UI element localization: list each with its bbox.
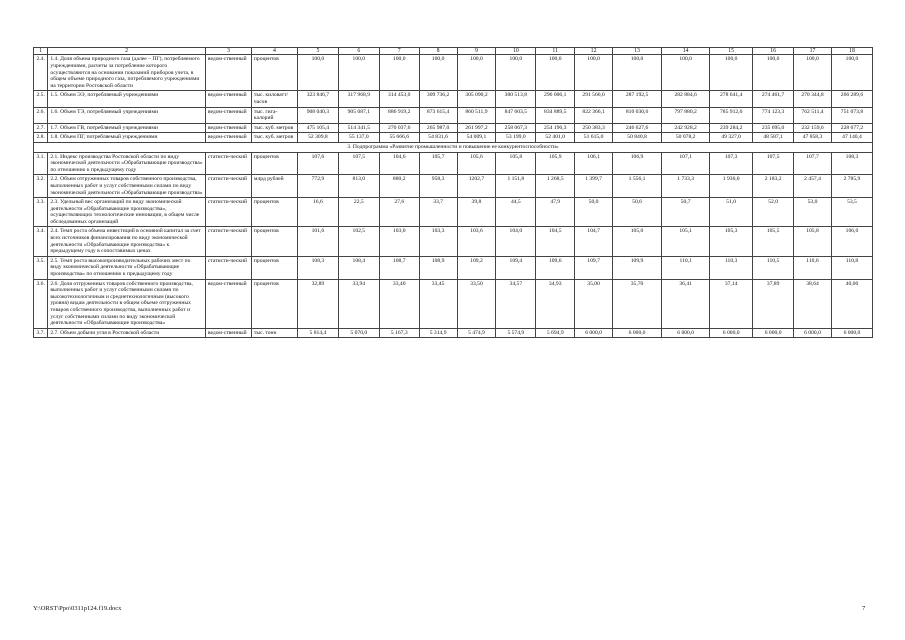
column-number: 13 — [613, 48, 662, 55]
value-cell: 47 858,3 — [794, 133, 832, 143]
value-cell: 6 000,0 — [662, 328, 710, 338]
data-source: ведом-ственный — [205, 107, 251, 123]
row-number: 2.5. — [34, 91, 48, 107]
indicator-name: 1.4. Доля объема природного газа (далее – ПГ), потребляемого учреждениями, расчеты за потребление которого осуществляются на основании показаний приборов учета, в общем объеме природного газа, потребляемого учреждениями на территории Ростовской области — [48, 55, 206, 91]
unit-of-measure: процентов — [251, 152, 297, 175]
value-cell: 105,6 — [457, 152, 496, 175]
indicator-name: 1.8. Объем ПГ, потребляемый учреждениями — [48, 133, 206, 143]
value-cell: 107,3 — [710, 152, 753, 175]
value-cell: 109,7 — [575, 256, 613, 279]
value-cell: 107,5 — [753, 152, 794, 175]
value-cell: 50,6 — [613, 198, 662, 227]
value-cell: 52 309,8 — [297, 133, 338, 143]
value-cell: 880,2 — [379, 175, 419, 198]
value-cell: 34,57 — [496, 279, 536, 328]
value-cell: 1 556,1 — [613, 175, 662, 198]
value-cell: 5 814,4 — [297, 328, 338, 338]
table-row — [34, 55, 873, 91]
value-cell: 100,0 — [419, 55, 457, 91]
column-number: 8 — [419, 48, 457, 55]
value-cell: 47,9 — [536, 198, 575, 227]
value-cell: 33,7 — [419, 198, 457, 227]
value-cell: 100,0 — [613, 55, 662, 91]
value-cell: 100,0 — [753, 55, 794, 91]
column-number: 9 — [457, 48, 496, 55]
table-row — [34, 133, 873, 143]
value-cell: 762 511,4 — [794, 107, 832, 123]
value-cell: 860 511,9 — [457, 107, 496, 123]
indicator-name: 2.3. Удельный вес организаций по виду экономической деятельности «Обрабатывающие производства», осуществляющих технологические инновации, в общем числе обследованных организаций — [48, 198, 206, 227]
value-cell: 101,6 — [297, 227, 338, 256]
unit-of-measure: процентов — [251, 55, 297, 91]
value-cell: 246 627,6 — [613, 123, 662, 133]
unit-of-measure: процентов — [251, 198, 297, 227]
value-cell: 106,0 — [831, 227, 872, 256]
table-row — [34, 91, 873, 107]
indicator-name: 2.5. Темп роста высокопроизводительных рабочих мест по виду экономической деятельности «Обрабатывающие производства» по отношению к предыдущему году — [48, 256, 206, 279]
value-cell: 51,0 — [710, 198, 753, 227]
value-cell: 274 461,7 — [753, 91, 794, 107]
row-number: 3.7. — [34, 328, 48, 338]
value-cell: 305 090,2 — [457, 91, 496, 107]
value-cell: 53,5 — [831, 198, 872, 227]
indicator-name: 2.1. Индекс производства Ростовской области по виду экономической деятельности «Обрабатывающие производства» по отношению к предыдущему году — [48, 152, 206, 175]
value-cell: 50,7 — [662, 198, 710, 227]
value-cell: 1 936,0 — [710, 175, 753, 198]
value-cell: 108,3 — [831, 152, 872, 175]
column-number: 10 — [496, 48, 536, 55]
unit-of-measure: тыс. куб. метров — [251, 123, 297, 133]
row-number: 2.6. — [34, 107, 48, 123]
section-title: 3. Подпрограмма «Развитие промышленности и повышение ее конкурентоспособности» — [34, 142, 873, 152]
value-cell: 847 603,5 — [496, 107, 536, 123]
footer-file-path: Y:\ORST\Ppo\0311p124.f19.docx — [33, 605, 122, 612]
unit-of-measure: тыс. тонн — [251, 328, 297, 338]
value-cell: 105,8 — [496, 152, 536, 175]
value-cell: 266 289,6 — [831, 91, 872, 107]
value-cell: 261 997,2 — [457, 123, 496, 133]
value-cell: 52,0 — [753, 198, 794, 227]
unit-of-measure: процентов — [251, 227, 297, 256]
row-number: 2.8. — [34, 133, 48, 143]
table-row — [34, 123, 873, 133]
value-cell: 47 140,4 — [831, 133, 872, 143]
value-cell: 100,0 — [496, 55, 536, 91]
column-number: 7 — [379, 48, 419, 55]
column-number: 12 — [575, 48, 613, 55]
data-source: ведом-ственный — [205, 123, 251, 133]
value-cell: 6 000,0 — [710, 328, 753, 338]
value-cell: 235 695,0 — [753, 123, 794, 133]
indicator-table-page — [33, 47, 873, 338]
value-cell: 105,0 — [613, 227, 662, 256]
value-cell: 278 641,4 — [710, 91, 753, 107]
column-number-row — [34, 48, 873, 55]
value-cell: 813,0 — [338, 175, 379, 198]
row-number: 3.3. — [34, 198, 48, 227]
value-cell: 1 151,8 — [496, 175, 536, 198]
value-cell: 104,0 — [496, 227, 536, 256]
value-cell: 33,45 — [419, 279, 457, 328]
value-cell: 6 000,0 — [831, 328, 872, 338]
value-cell: 110,1 — [662, 256, 710, 279]
table-row — [34, 256, 873, 279]
value-cell: 958,3 — [419, 175, 457, 198]
value-cell: 270 344,8 — [794, 91, 832, 107]
value-cell: 100,0 — [457, 55, 496, 91]
value-cell: 16,6 — [297, 198, 338, 227]
table-body — [34, 48, 873, 338]
indicator-name: 2.2. Объем отгруженных товаров собственного производства, выполненных работ и услуг собственными силами по виду экономической деятельности «Обрабатывающие производства» — [48, 175, 206, 198]
unit-of-measure: млрд рублей — [251, 175, 297, 198]
unit-of-measure: процентов — [251, 256, 297, 279]
value-cell: 282 884,6 — [662, 91, 710, 107]
value-cell: 105,1 — [662, 227, 710, 256]
data-source: статисти-ческий — [205, 256, 251, 279]
value-cell: 250 383,3 — [575, 123, 613, 133]
value-cell: 5 474,9 — [457, 328, 496, 338]
value-cell: 103,3 — [419, 227, 457, 256]
indicators-table — [33, 47, 873, 338]
data-source: статисти-ческий — [205, 175, 251, 198]
value-cell: 5 070,0 — [338, 328, 379, 338]
value-cell: 834 889,5 — [536, 107, 575, 123]
value-cell: 106,9 — [613, 152, 662, 175]
value-cell: 33,40 — [379, 279, 419, 328]
table-row — [34, 107, 873, 123]
indicator-name: 1.6. Объем ТЭ, потребляемый учреждениями — [48, 107, 206, 123]
value-cell: 109,4 — [496, 256, 536, 279]
value-cell: 39,8 — [457, 198, 496, 227]
value-cell: 104,6 — [379, 152, 419, 175]
data-source: ведом-ственный — [205, 55, 251, 91]
column-number: 3 — [205, 48, 251, 55]
value-cell: 100,0 — [338, 55, 379, 91]
table-row — [34, 279, 873, 328]
value-cell: 100,0 — [794, 55, 832, 91]
table-row — [34, 175, 873, 198]
value-cell: 27,6 — [379, 198, 419, 227]
value-cell: 103,6 — [457, 227, 496, 256]
value-cell: 6 000,0 — [753, 328, 794, 338]
value-cell: 239 284,2 — [710, 123, 753, 133]
column-number: 14 — [662, 48, 710, 55]
value-cell: 287 192,5 — [613, 91, 662, 107]
row-number: 3.2. — [34, 175, 48, 198]
value-cell: 35,70 — [613, 279, 662, 328]
value-cell: 109,6 — [536, 256, 575, 279]
value-cell: 751 073,8 — [831, 107, 872, 123]
value-cell: 309 736,2 — [419, 91, 457, 107]
value-cell: 2 785,9 — [831, 175, 872, 198]
page-number: 7 — [862, 605, 866, 612]
value-cell: 323 846,7 — [297, 91, 338, 107]
column-number: 17 — [794, 48, 832, 55]
value-cell: 5 314,9 — [419, 328, 457, 338]
value-cell: 873 615,4 — [419, 107, 457, 123]
column-number: 4 — [251, 48, 297, 55]
value-cell: 774 123,3 — [753, 107, 794, 123]
value-cell: 110,3 — [710, 256, 753, 279]
value-cell: 5 574,9 — [496, 328, 536, 338]
row-number: 2.7. — [34, 123, 48, 133]
value-cell: 100,0 — [575, 55, 613, 91]
value-cell: 44,5 — [496, 198, 536, 227]
value-cell: 1 399,7 — [575, 175, 613, 198]
value-cell: 50,0 — [575, 198, 613, 227]
section-row — [34, 142, 873, 152]
value-cell: 105,7 — [419, 152, 457, 175]
value-cell: 102,5 — [338, 227, 379, 256]
value-cell: 265 987,0 — [419, 123, 457, 133]
table-row — [34, 198, 873, 227]
indicator-name: 1.5. Объем ЭЭ, потребляемый учреждениями — [48, 91, 206, 107]
value-cell: 107,7 — [794, 152, 832, 175]
value-cell: 107,5 — [338, 152, 379, 175]
value-cell: 822 366,1 — [575, 107, 613, 123]
data-source: ведом-ственный — [205, 328, 251, 338]
value-cell: 810 030,6 — [613, 107, 662, 123]
column-number: 16 — [753, 48, 794, 55]
column-number: 5 — [297, 48, 338, 55]
value-cell: 110,6 — [794, 256, 832, 279]
value-cell: 270 037,6 — [379, 123, 419, 133]
value-cell: 49 327,0 — [710, 133, 753, 143]
value-cell: 105,8 — [794, 227, 832, 256]
value-cell: 254 196,3 — [536, 123, 575, 133]
value-cell: 1 733,3 — [662, 175, 710, 198]
row-number: 2.4. — [34, 55, 48, 91]
value-cell: 55 666,6 — [379, 133, 419, 143]
value-cell: 475 105,4 — [297, 123, 338, 133]
value-cell: 1 268,5 — [536, 175, 575, 198]
value-cell: 5 694,9 — [536, 328, 575, 338]
column-number: 6 — [338, 48, 379, 55]
value-cell: 258 067,3 — [496, 123, 536, 133]
value-cell: 107,1 — [662, 152, 710, 175]
value-cell: 52 401,0 — [536, 133, 575, 143]
value-cell: 100,0 — [710, 55, 753, 91]
value-cell: 514 341,5 — [338, 123, 379, 133]
value-cell: 53 199,0 — [496, 133, 536, 143]
value-cell: 797 880,2 — [662, 107, 710, 123]
table-row — [34, 152, 873, 175]
value-cell: 37,14 — [710, 279, 753, 328]
value-cell: 50 840,8 — [613, 133, 662, 143]
value-cell: 2 457,4 — [794, 175, 832, 198]
value-cell: 36,41 — [662, 279, 710, 328]
value-cell: 104,7 — [575, 227, 613, 256]
value-cell: 108,4 — [338, 256, 379, 279]
indicator-name: 2.4. Темп роста объема инвестиций в основной капитал за счет всех источников финансирования по виду экономической деятельности «Обрабатывающие производства» к предыдущему году в сопоставимых ценах — [48, 227, 206, 256]
value-cell: 232 159,6 — [794, 123, 832, 133]
data-source: ведом-ственный — [205, 133, 251, 143]
value-cell: 109,2 — [457, 256, 496, 279]
unit-of-measure: тыс. куб. метров — [251, 133, 297, 143]
table-row — [34, 227, 873, 256]
table-row — [34, 328, 873, 338]
unit-of-measure: тыс. гига-калорий — [251, 107, 297, 123]
value-cell: 100,0 — [379, 55, 419, 91]
indicator-name: 2.6. Доля отгруженных товаров собственного производства, выполненных работ и услуг собственными силами по высокотехнологичным и среднетехнологичным (высокого уровня) видам деятельности в общем объеме отгруженных товаров собственного производства, выполненных работ и услуг собственными силами по виду экономической деятельности «Обрабатывающие производства» — [48, 279, 206, 328]
value-cell: 6 000,0 — [794, 328, 832, 338]
column-number: 18 — [831, 48, 872, 55]
value-cell: 105,9 — [536, 152, 575, 175]
value-cell: 38,64 — [794, 279, 832, 328]
value-cell: 100,0 — [536, 55, 575, 91]
row-number: 3.1. — [34, 152, 48, 175]
indicator-name: 1.7. Объем ГВ, потребляемый учреждениями — [48, 123, 206, 133]
data-source: ведом-ственный — [205, 91, 251, 107]
value-cell: 33,50 — [457, 279, 496, 328]
value-cell: 109,9 — [613, 256, 662, 279]
value-cell: 100,0 — [297, 55, 338, 91]
value-cell: 103,0 — [379, 227, 419, 256]
value-cell: 6 000,0 — [575, 328, 613, 338]
value-cell: 296 006,1 — [536, 91, 575, 107]
data-source: статисти-ческий — [205, 198, 251, 227]
unit-of-measure: процентов — [251, 279, 297, 328]
value-cell: 785 912,0 — [710, 107, 753, 123]
value-cell: 100,0 — [662, 55, 710, 91]
row-number: 3.5. — [34, 256, 48, 279]
value-cell: 105,3 — [710, 227, 753, 256]
value-cell: 1202,7 — [457, 175, 496, 198]
column-number: 2 — [48, 48, 206, 55]
value-cell: 242 928,2 — [662, 123, 710, 133]
value-cell: 2 183,2 — [753, 175, 794, 198]
value-cell: 108,3 — [297, 256, 338, 279]
row-number: 3.4. — [34, 227, 48, 256]
value-cell: 886 919,2 — [379, 107, 419, 123]
value-cell: 51 615,0 — [575, 133, 613, 143]
value-cell: 107,6 — [297, 152, 338, 175]
value-cell: 908 040,3 — [297, 107, 338, 123]
data-source: статисти-ческий — [205, 152, 251, 175]
value-cell: 300 513,8 — [496, 91, 536, 107]
value-cell: 905 087,1 — [338, 107, 379, 123]
indicator-name: 2.7. Объем добычи угля в Ростовской области — [48, 328, 206, 338]
value-cell: 317 968,9 — [338, 91, 379, 107]
value-cell: 35,00 — [575, 279, 613, 328]
value-cell: 54 831,6 — [419, 133, 457, 143]
value-cell: 772,9 — [297, 175, 338, 198]
value-cell: 54 009,1 — [457, 133, 496, 143]
value-cell: 104,5 — [536, 227, 575, 256]
value-cell: 100,0 — [831, 55, 872, 91]
column-number: 11 — [536, 48, 575, 55]
value-cell: 291 566,0 — [575, 91, 613, 107]
value-cell: 108,7 — [379, 256, 419, 279]
value-cell: 50 078,2 — [662, 133, 710, 143]
data-source: статисти-ческий — [205, 227, 251, 256]
value-cell: 37,89 — [753, 279, 794, 328]
value-cell: 110,8 — [831, 256, 872, 279]
value-cell: 22,5 — [338, 198, 379, 227]
value-cell: 108,9 — [419, 256, 457, 279]
value-cell: 34,93 — [536, 279, 575, 328]
value-cell: 105,5 — [753, 227, 794, 256]
unit-of-measure: тыс. киловатт/ часов — [251, 91, 297, 107]
value-cell: 33,94 — [338, 279, 379, 328]
value-cell: 6 000,0 — [613, 328, 662, 338]
column-number: 1 — [34, 48, 48, 55]
value-cell: 53,0 — [794, 198, 832, 227]
column-number: 15 — [710, 48, 753, 55]
value-cell: 314 453,0 — [379, 91, 419, 107]
value-cell: 55 137,0 — [338, 133, 379, 143]
value-cell: 40,00 — [831, 279, 872, 328]
value-cell: 5 167,3 — [379, 328, 419, 338]
row-number: 3.6. — [34, 279, 48, 328]
value-cell: 110,5 — [753, 256, 794, 279]
value-cell: 106,1 — [575, 152, 613, 175]
value-cell: 32,89 — [297, 279, 338, 328]
value-cell: 48 587,1 — [753, 133, 794, 143]
data-source: ведом-ственный — [205, 279, 251, 328]
value-cell: 228 677,2 — [831, 123, 872, 133]
